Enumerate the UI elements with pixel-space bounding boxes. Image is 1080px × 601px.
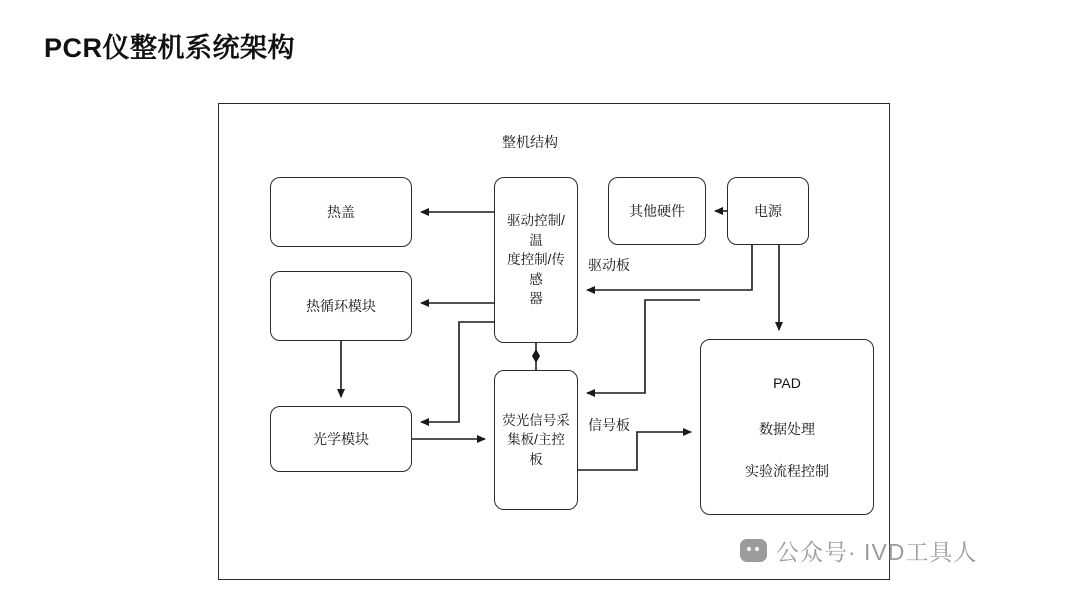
watermark-text: 公众号· IVD工具人 [776, 539, 978, 565]
node-acquisition-line-1: 荧光信号采 [502, 412, 570, 428]
node-optical-module [270, 406, 412, 472]
caption-overall-structure: 整机结构 [502, 134, 558, 150]
node-pad-line-2: 数据处理 [759, 420, 815, 437]
page-title: PCR仪整机系统架构 [44, 33, 296, 63]
caption-driver-board: 驱动板 [588, 257, 630, 273]
watermark [740, 534, 977, 567]
node-thermal-cycle-label: 热循环模块 [306, 297, 376, 314]
node-pad-title: PAD [773, 374, 801, 391]
node-thermal-cycle-module [270, 271, 412, 341]
node-pad [700, 339, 874, 515]
node-driver-control [494, 177, 578, 343]
node-power-supply-label: 电源 [754, 202, 782, 219]
node-power-supply [727, 177, 809, 245]
node-acquisition-line-2: 集板/主控板 [507, 432, 565, 467]
caption-signal-board: 信号板 [588, 417, 630, 433]
node-driver-control-line-1: 驱动控制/温 [507, 213, 565, 248]
node-fluorescence-acquisition-board [494, 370, 578, 510]
node-hot-lid [270, 177, 412, 247]
node-optical-label: 光学模块 [313, 430, 369, 447]
node-hot-lid-label: 热盖 [327, 203, 355, 220]
node-driver-control-line-2: 度控制/传感 [507, 252, 565, 287]
node-other-hardware [608, 177, 706, 245]
node-other-hardware-label: 其他硬件 [629, 202, 685, 219]
node-pad-line-3: 实验流程控制 [745, 463, 829, 480]
wechat-icon [740, 539, 767, 562]
node-driver-control-line-3: 器 [529, 291, 543, 307]
